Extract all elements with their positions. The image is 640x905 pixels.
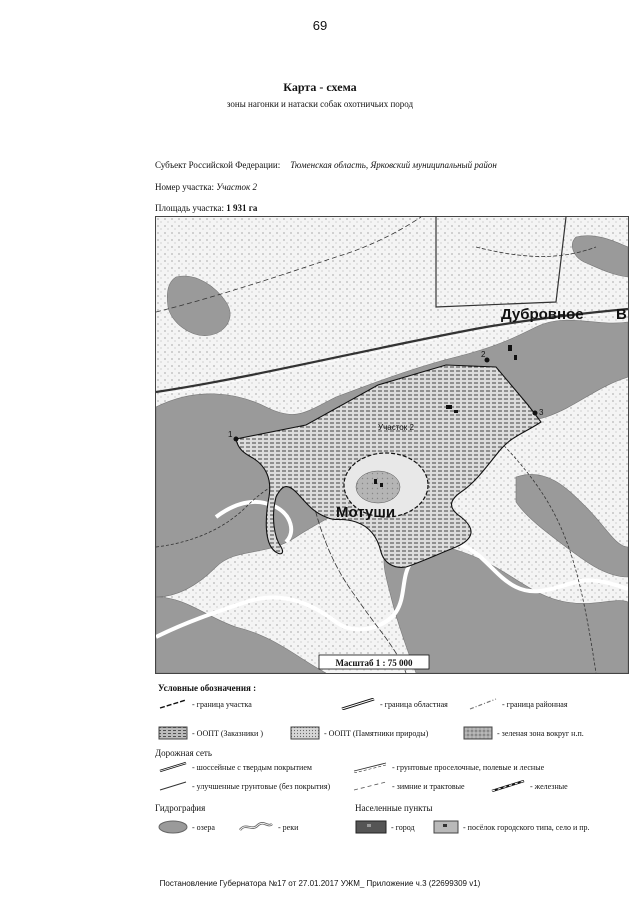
map-canvas [156,217,628,673]
area-value: 1 931 га [226,203,258,213]
legend-monument: - ООПТ (Памятники природы) [290,726,428,740]
settlements-title: Населенные пункты [355,803,433,813]
monument-symbol [290,726,320,740]
plot-label: Участок 2 [378,423,414,432]
scale-label: Масштаб 1 : 75 000 [335,658,413,668]
subject-value: Тюменская область, Ярковский муниципальный район [290,160,497,170]
legend-title: Условные обозначения : [158,683,257,693]
legend-district-boundary: - граница районная [468,698,568,710]
legend-road-improved: - улучшенные грунтовые (без покрытия) [158,780,330,792]
region-boundary-symbol [340,698,376,710]
legend-rivers: - реки [238,820,298,834]
road-network-title: Дорожная сеть [155,748,212,758]
river-symbol [238,820,274,834]
district-boundary-symbol [468,698,498,710]
place-label-motushi: Мотуши [336,504,396,521]
place-label-edge: В [616,306,627,323]
point-label-1: 1 [228,430,233,439]
point-label-2: 2 [481,350,486,359]
plot-boundary-symbol [158,698,188,710]
subject-line [155,160,497,170]
legend-lakes: - озера [158,820,215,834]
green-zone-symbol [463,726,493,740]
city-symbol [355,820,387,834]
legend-city: - город [355,820,415,834]
village-symbol [433,820,459,834]
legend-reserve: - ООПТ (Заказники ) [158,726,263,740]
dirt-road-symbol [352,761,388,773]
plot-number-value: Участок 2 [216,182,258,192]
page-number: 69 [312,18,328,33]
winter-road-symbol [352,780,388,792]
paved-road-symbol [158,761,188,773]
map-area[interactable] [155,216,629,674]
reserve-symbol [158,726,188,740]
legend-plot-boundary: - граница участка [158,698,252,710]
place-label-dubrovnoe: Дубровное [501,306,584,323]
scale-box [319,655,429,669]
plot-number-label: Номер участка: [155,182,214,192]
document-footer: Постановление Губернатора №17 от 27.01.2017 УЖМ_ Приложение ч.3 (22699309 v1) [159,879,481,888]
area-label: Площадь участка: [155,203,225,213]
map-subtitle: зоны нагонки и натаски собак охотничьих пород [226,99,414,109]
legend-road-dirt: - грунтовые проселочные, полевые и лесные [352,761,544,773]
legend-village: - посёлок городского типа, село и пр. [433,820,590,834]
plot-number-line [155,182,257,192]
improved-road-symbol [158,780,188,792]
railway-symbol [490,780,526,792]
map-title: Карта - схема [283,80,357,94]
subject-label: Субъект Российской Федерации: [155,160,281,170]
legend-road-winter: - зимние и трактовые [352,780,465,792]
legend-road-paved: - шоссейные с твердым покрытием [158,761,312,773]
area-line [155,203,257,213]
hydrography-title: Гидрография [155,803,206,813]
legend-green-zone: - зеленая зона вокруг н.п. [463,726,584,740]
point-label-3: 3 [539,408,544,417]
legend-region-boundary: - граница областная [340,698,448,710]
lake-symbol [158,820,188,834]
legend-railway: - железные [490,780,568,792]
